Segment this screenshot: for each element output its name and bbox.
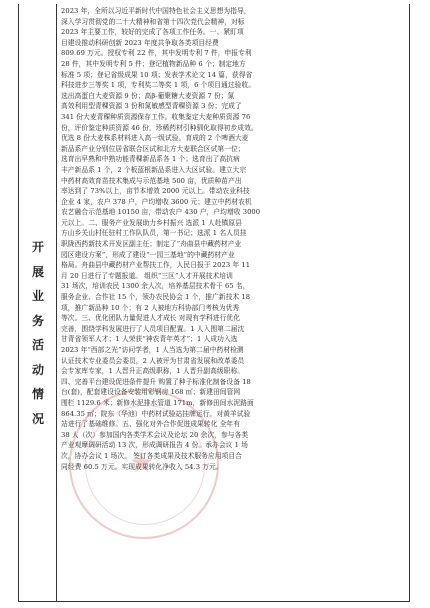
report-line: 选出高蛋白大麦资源 9 份；高β-葡聚糖大麦资源 7 份；氮	[61, 91, 235, 100]
report-line: 2023 年，全所以习近平新时代中国特色社会主义思想为指导，	[61, 7, 251, 15]
report-line: 新品系产业分别位居省联合区试和北方大麦联合区试第一位；	[61, 144, 245, 153]
report-line: 率达到了 73%以上，亩节本增效 2000 元以上。带动农业科技	[61, 187, 250, 196]
report-line: 深入学习贯彻党的二十大精神和省第十四次党代会精神，对标	[61, 17, 245, 26]
report-line: 元以上。二、服务产业发展助力乡村振兴 选派 1 人赴镇原县	[61, 218, 242, 227]
report-line: 园区建设方案”，形成了建设“一园三基地”的中藏药材产业	[61, 250, 235, 259]
report-line: 中药材高效育苗技术集成与示范基地 500 亩，优质种苗产出	[61, 176, 242, 185]
report-line: 企业 4 家，农户 378 户，户均增收 3600 元；建立中药材农机	[61, 197, 252, 206]
report-line: 2023 年主要工作，较好的完成了各项工作任务。一、紧盯项	[61, 28, 244, 37]
report-line: 等次。三、优化团队力量促进人才成长 对现有学科进行优化	[61, 314, 240, 323]
report-line: 职陇西药新技术开发区副主任；制定了“舟曲县中藏药材产业	[61, 240, 242, 249]
report-line: 丰产新品系 1 个，2 个板蓝根新品系进入大区试验。建立大宗	[61, 165, 247, 174]
report-line: 28 件，其中发明专利 5 件；登记植物新品种 6 个；制定地方	[61, 59, 246, 68]
activity-report-body	[61, 4, 405, 472]
report-line: 选育出早熟和中熟功能青稞新品系各 1 个；选育出了高抗病	[61, 155, 240, 164]
report-line: 认证技术专业委员会委员，2 人被评为甘肃省发展和改革委员	[61, 356, 245, 365]
report-line: 完善，围绕学科发展进行了人员项目配置。1 人入围第二届沈	[61, 324, 245, 333]
report-line: 项，推广新品种 10 个；有 2 人被地方科协部门考核为优秀	[61, 303, 240, 312]
report-line: 格局。舟曲县中藏药材产业帮扶工作，人民日报于 2023 年 11	[61, 261, 251, 270]
section-label: 开展业务活动情况	[31, 240, 44, 426]
report-line: 四、完善平台建设促进条件提升 购置了种子标准化制备设备 18	[61, 377, 251, 386]
report-line: 站进行了基础维修。五、强化对外合作促进成果转化 全年有	[61, 420, 240, 429]
report-line: 台(套)，配套建设设备安装用彩钢房 168 ㎡；新建田间管网	[61, 388, 241, 397]
report-line: 次，协办会议 1 场次。 签订各类成果及技术服务应用项目合	[61, 451, 242, 460]
report-line: 31 场次，培训农民 1300 余人次，培养基层技术骨干 65 名，	[61, 282, 250, 291]
report-line: 2023 年“西部之光”访问学者，1 人当选为第二届中药材检测	[61, 346, 244, 354]
report-line: 864.35 ㎡；院东（华池）中药材试验站挂牌运行。对黄羊试验	[61, 409, 251, 418]
report-line: 341 份大麦青稞种质资源保存工作。收集鉴定大麦种质资源 76	[61, 112, 251, 121]
report-line: 会专家库专家，1 人晋升正高级职称，1 人晋升副高级职称。	[61, 367, 245, 376]
report-line: 产业观摩调研活动 13 次，形成调研报告 4 份。承办会议 1 场	[61, 441, 248, 450]
report-line: 标准 5 项；登记省级成果 10 项；发表学术论文 14 篇，获得省	[61, 70, 253, 79]
report-line: 月 20 日进行了专题报道。 组织“三区”人才开展技术培训	[61, 271, 233, 280]
report-line: 甘青省领军人才；1 人荣获“神农青年英才”；1 人成功入选	[61, 335, 238, 344]
report-line: 优选 8 份大麦株系材料进入高一级试验。育成的 2 个啤酒大麦	[61, 134, 249, 143]
report-line: 38 人（次）参加国内各类学术会议及论坛 20 余次，参与各类	[61, 430, 249, 439]
report-line: 高效利用型青稞资源 3 份和氮敏感型青稞资源 3 份；完成了	[61, 102, 242, 111]
report-line: 809.69 万元。授权专利 22 件，其中发明专利 7 件，申报专利	[61, 49, 252, 58]
report-line: 科技进步三等奖 1 项，专利奖二等奖 1 项，6 个项目通过验收。	[61, 81, 256, 90]
report-line: 份，评价鉴定种质资源 46 份，珍稀药材引种驯化取得初步成效。	[61, 123, 258, 132]
report-line: 同经费 60.5 万元。实现成果转化净收入 54.3 万元。	[61, 462, 223, 471]
report-line: 服务企业、合作社 15 个，领办农民协会 1 个，推广新技术 18	[61, 293, 251, 302]
activity-form-table	[18, 4, 410, 602]
report-line: 目建设推动科研创新 2023 年度共争取各类项目经费	[61, 38, 219, 47]
report-line: 农艺融合示范基地 10150 亩，带动农户 430 户，户均增收 3000	[61, 208, 261, 217]
report-line: 方山乡关山村任驻村工作队队员，第一书记；选派 1 名人员挂	[61, 229, 247, 238]
report-line: 围栏 1129.6 米；新修水泥排水管道 171m，新修田间水泥路面	[61, 398, 254, 407]
official-seal-icon: ★	[69, 389, 219, 539]
section-label-column	[19, 4, 57, 601]
